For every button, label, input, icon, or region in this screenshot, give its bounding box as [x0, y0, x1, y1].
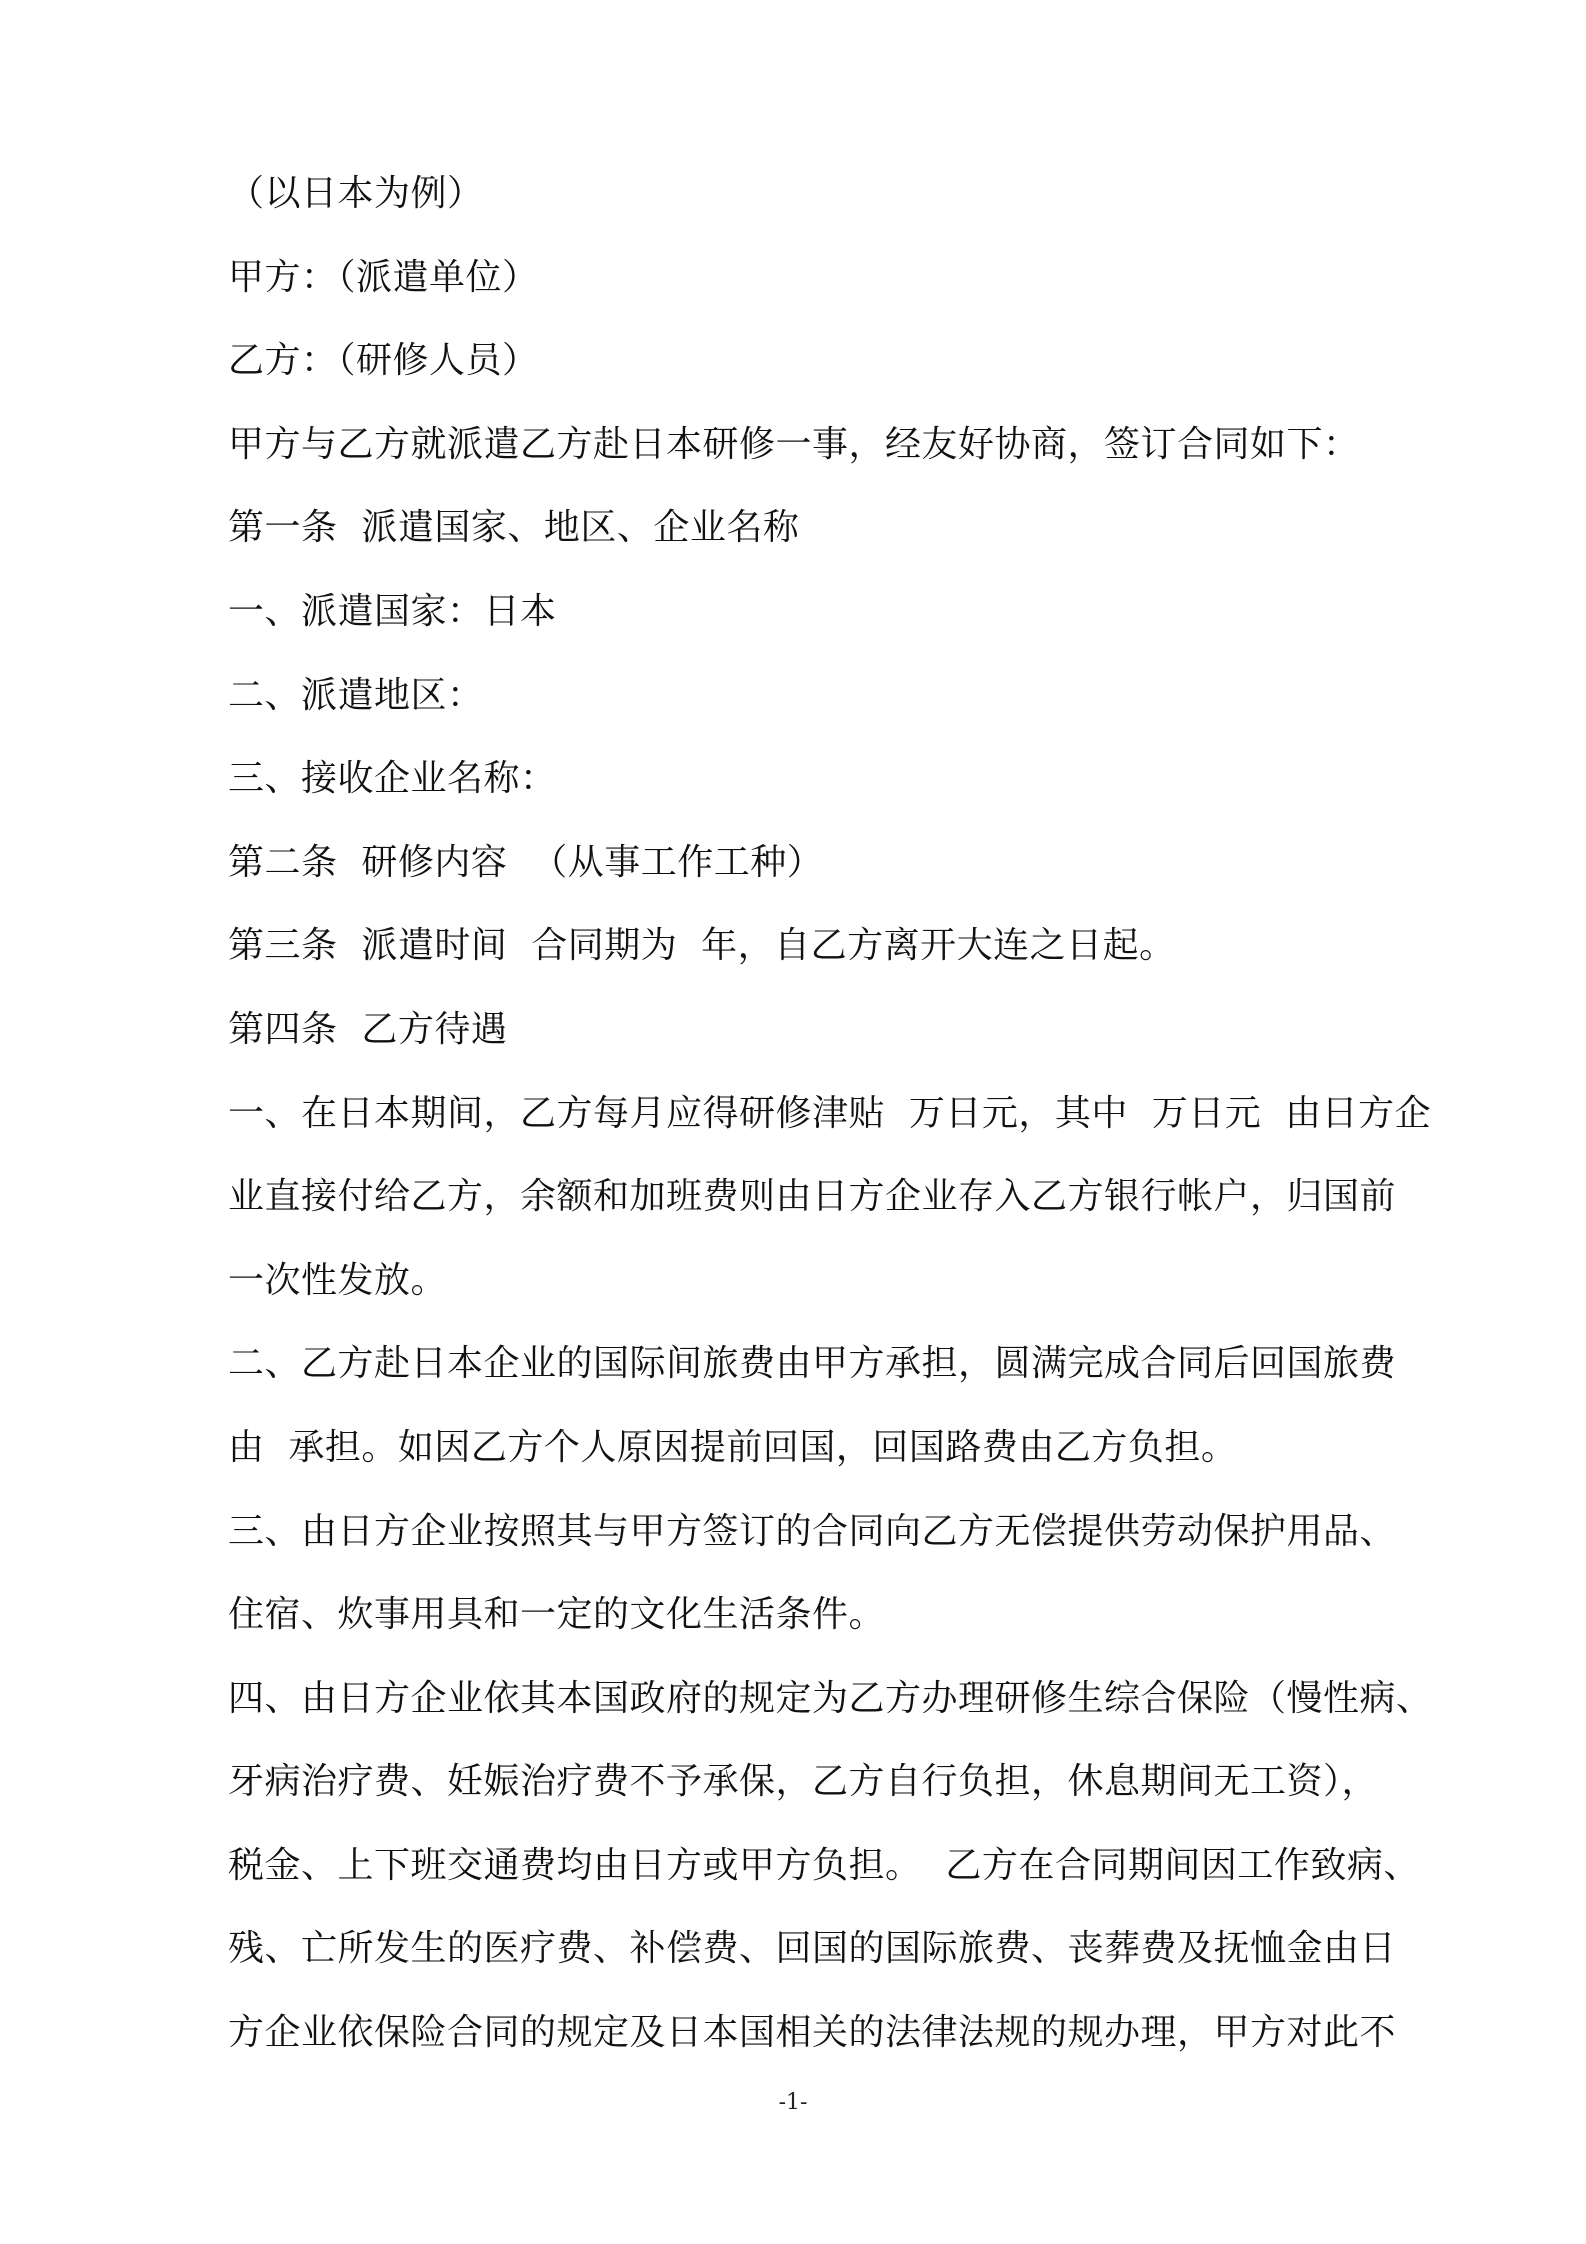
page-number: -1-: [778, 2090, 808, 2115]
preamble-line: 甲方与乙方就派遣乙方赴日本研修一事，经友好协商，签订合同如下：: [228, 423, 1360, 465]
article-4-heading: 第四条 乙方待遇: [228, 1008, 508, 1050]
article-4-item-4-line-4: 残、亡所发生的医疗费、补偿费、回国的国际旅费、丧葬费及抚恤金由日: [228, 1928, 1397, 1970]
article-4-item-1-line-1: 一、在日本期间，乙方每月应得研修津贴 万日元，其中 万日元 由日方企: [228, 1092, 1432, 1134]
subtitle-line: （以日本为例）: [228, 173, 484, 214]
article-4-item-3-line-2: 住宿、炊事用具和一定的文化生活条件。: [228, 1594, 886, 1636]
article-4-item-4-line-1: 四、由日方企业依其本国政府的规定为乙方办理研修生综合保险（慢性病、: [228, 1677, 1433, 1719]
article-1-item-3: 三、接收企业名称：: [228, 758, 557, 800]
article-4-item-4-line-2: 牙病治疗费、妊娠治疗费不予承保，乙方自行负担，休息期间无工资），: [228, 1761, 1379, 1803]
article-4-item-1-line-3: 一次性发放。: [228, 1259, 448, 1301]
article-1-item-2: 二、派遣地区：: [228, 674, 484, 716]
article-1-heading: 第一条 派遣国家、地区、企业名称: [228, 507, 800, 549]
article-4-item-4-line-5: 方企业依保险合同的规定及日本国相关的法律法规的规办理，甲方对此不: [228, 2012, 1397, 2054]
article-4-item-4-line-3: 税金、上下班交通费均由日方或甲方负担。 乙方在合同期间因工作致病、: [228, 1844, 1420, 1886]
article-4-item-1-line-2: 业直接付给乙方，余额和加班费则由日方企业存入乙方银行帐户，归国前: [228, 1176, 1397, 1218]
party-a-line: 甲方：（派遣单位）: [228, 256, 539, 298]
article-3-heading: 第三条 派遣时间 合同期为 年，自乙方离开大连之日起。: [228, 925, 1176, 967]
article-4-item-2-line-1: 二、乙方赴日本企业的国际间旅费由甲方承担，圆满完成合同后回国旅费: [228, 1343, 1397, 1385]
article-4-item-2-line-2: 由 承担。如因乙方个人原因提前回国，回国路费由乙方负担。: [228, 1426, 1238, 1468]
party-b-line: 乙方：（研修人员）: [228, 340, 539, 382]
article-1-item-1: 一、派遣国家：日本: [228, 590, 557, 632]
document-body: [228, 152, 1448, 2075]
article-2-heading: 第二条 研修内容 （从事工作工种）: [228, 841, 824, 883]
article-4-item-3-line-1: 三、由日方企业按照其与甲方签订的合同向乙方无偿提供劳动保护用品、: [228, 1510, 1397, 1552]
